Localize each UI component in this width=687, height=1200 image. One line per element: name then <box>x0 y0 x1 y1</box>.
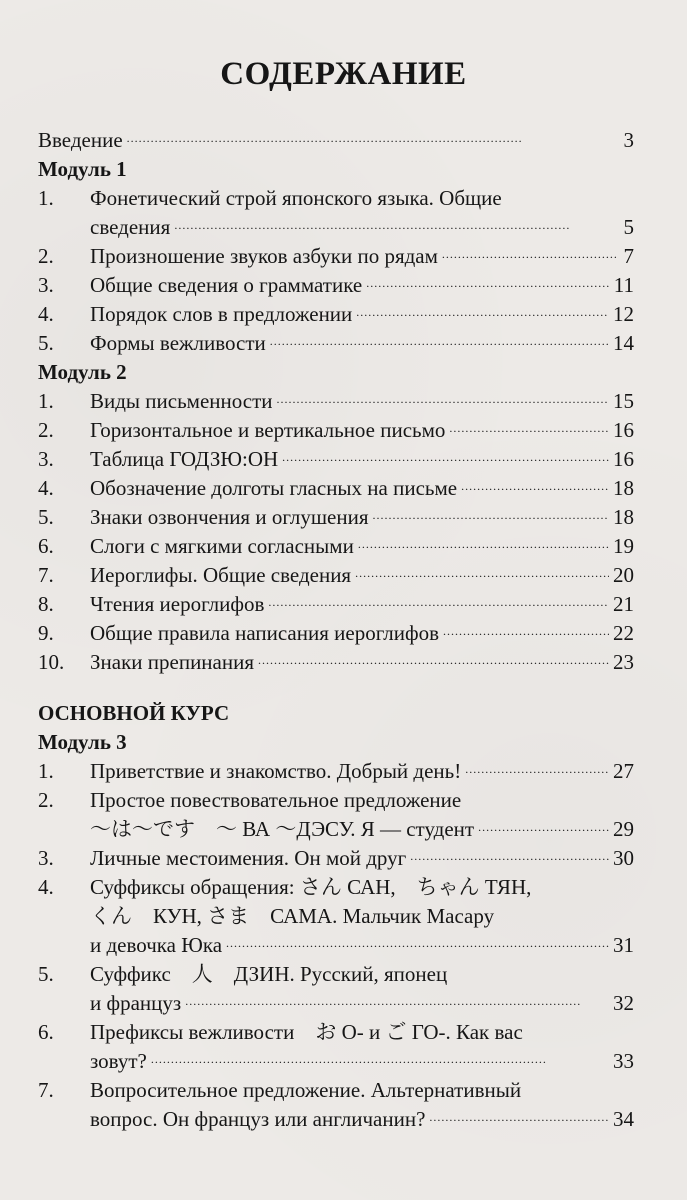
toc-entry-title: Слоги с мягкими согласными <box>90 534 354 558</box>
toc-entry <box>38 873 634 960</box>
dot-leader <box>478 822 609 844</box>
toc-page-number: 18 <box>613 505 634 529</box>
toc-page-number: 18 <box>613 476 634 500</box>
toc-entry-number: 6. <box>38 1020 54 1044</box>
toc-entry-title: Порядок слов в предложении <box>90 302 353 326</box>
toc-entry <box>38 271 634 300</box>
dot-leader <box>185 996 609 1018</box>
toc-entry-title: ～は～です ～ ВА ～ДЭСУ. Я — студент <box>90 817 475 841</box>
toc-page-number: 11 <box>613 273 634 297</box>
toc-entry <box>38 844 634 873</box>
toc-entry-number: 4. <box>38 302 54 326</box>
toc-entry-title: сведения <box>90 215 171 239</box>
dot-leader <box>443 626 609 648</box>
dot-leader <box>410 851 609 873</box>
toc-entry-number: 5. <box>38 505 54 529</box>
toc-entry-title: Простое повествовательное предложение <box>90 788 462 812</box>
dot-leader <box>461 481 609 503</box>
toc-entry <box>38 329 634 358</box>
toc-entry-title: зовут? <box>90 1049 147 1073</box>
toc-page-number: 16 <box>613 447 634 471</box>
dot-leader <box>282 452 609 474</box>
toc-page-number: 5 <box>623 215 634 239</box>
toc-entry-title: くん КУН, さま САМА. Мальчик Масару <box>90 904 495 928</box>
toc-entry-number: 5. <box>38 962 54 986</box>
toc-entry <box>38 1018 634 1076</box>
dot-leader <box>429 1112 609 1134</box>
toc-entry <box>38 387 634 416</box>
toc-entry-number: 1. <box>38 759 54 783</box>
toc-entry-number: 5. <box>38 331 54 355</box>
toc-entry-number: 8. <box>38 592 54 616</box>
toc-page-number: 16 <box>613 418 634 442</box>
module-3-list <box>38 757 634 1134</box>
toc-entry-number: 1. <box>38 186 54 210</box>
toc-entry-title: Знаки озвончения и оглушения <box>90 505 369 529</box>
module-1-list <box>38 184 634 358</box>
toc-page-number: 33 <box>613 1049 634 1073</box>
toc-entry-title: и француз <box>90 991 182 1015</box>
toc-entry-number: 3. <box>38 447 54 471</box>
module-2-list <box>38 387 634 677</box>
page-title: СОДЕРЖАНИЕ <box>220 56 467 92</box>
toc-entry-title: Общие правила написания иероглифов <box>90 621 439 645</box>
toc-entry-number: 4. <box>38 476 54 500</box>
toc-entry-title: Префиксы вежливости お О- и ご ГО-. Как вас <box>90 1020 523 1044</box>
toc-entry-number: 9. <box>38 621 54 645</box>
toc-entry-title: Введение <box>38 128 123 152</box>
toc-page-number: 32 <box>613 991 634 1015</box>
toc-entry-number: 2. <box>38 788 54 812</box>
toc-entry-number: 10. <box>38 650 65 674</box>
dot-leader <box>358 539 609 561</box>
dot-leader <box>151 1054 609 1076</box>
dot-leader <box>442 249 616 271</box>
dot-leader <box>258 655 609 677</box>
toc-entry <box>38 184 634 242</box>
toc-entry-number: 3. <box>38 273 54 297</box>
dot-leader <box>174 220 616 242</box>
toc-page-number: 14 <box>613 331 634 355</box>
dot-leader <box>465 764 609 786</box>
toc-entry-number: 3. <box>38 846 54 870</box>
toc-entry <box>38 590 634 619</box>
toc-entry <box>38 503 634 532</box>
toc-entry <box>38 786 634 844</box>
toc-entry <box>38 561 634 590</box>
toc-entry-number: 2. <box>38 418 54 442</box>
toc-entry <box>38 648 634 677</box>
dot-leader <box>449 423 609 445</box>
toc-page-number: 15 <box>613 389 634 413</box>
toc-page-number: 3 <box>623 128 634 152</box>
module-2-heading: Модуль 2 <box>38 360 127 384</box>
module-1-heading: Модуль 1 <box>38 157 127 181</box>
toc-page-number: 30 <box>613 846 634 870</box>
toc-entry-title: Знаки препинания <box>90 650 255 674</box>
toc-page-number: 21 <box>613 592 634 616</box>
toc-entry-title: Фонетический строй японского языка. Общие <box>90 186 502 210</box>
toc-entry-title: Обозначение долготы гласных на письме <box>90 476 458 500</box>
toc-entry-title: Суффикс 人 ДЗИН. Русский, японец <box>90 962 448 986</box>
toc-page-number: 34 <box>613 1107 634 1131</box>
toc-entry <box>38 1076 634 1134</box>
main-course-heading: ОСНОВНОЙ КУРС <box>38 701 230 725</box>
dot-leader <box>277 394 609 416</box>
toc-page-number: 12 <box>613 302 634 326</box>
toc-entry-intro <box>38 126 634 155</box>
toc-entry-title: Общие сведения о грамматике <box>90 273 363 297</box>
toc-entry-title: Вопросительное предложение. Альтернативный <box>90 1078 522 1102</box>
toc-entry-number: 2. <box>38 244 54 268</box>
toc-entry-title: Горизонтальное и вертикальное письмо <box>90 418 446 442</box>
dot-leader <box>268 597 609 619</box>
toc-entry-number: 7. <box>38 1078 54 1102</box>
dot-leader <box>226 938 609 960</box>
toc-entry-title: Суффиксы обращения: さん САН, ちゃん ТЯН, <box>90 875 532 899</box>
toc-entry-title: Таблица ГОДЗЮ:ОН <box>90 447 279 471</box>
toc-page-number: 20 <box>613 563 634 587</box>
toc-entry <box>38 445 634 474</box>
toc-entry <box>38 242 634 271</box>
dot-leader <box>355 568 609 590</box>
dot-leader <box>373 510 610 532</box>
toc-entry-title: вопрос. Он француз или англичанин? <box>90 1107 426 1131</box>
toc-entry-number: 4. <box>38 875 54 899</box>
dot-leader <box>356 307 609 329</box>
dot-leader <box>270 336 609 358</box>
toc-page-number: 31 <box>613 933 634 957</box>
toc-entry-number: 7. <box>38 563 54 587</box>
toc-entry-number: 6. <box>38 534 54 558</box>
toc-entry <box>38 416 634 445</box>
toc-entry-title: Иероглифы. Общие сведения <box>90 563 352 587</box>
toc-page-number: 7 <box>623 244 634 268</box>
toc-entry-title: Приветствие и знакомство. Добрый день! <box>90 759 462 783</box>
toc-page-number: 22 <box>613 621 634 645</box>
toc-entry-title: Произношение звуков азбуки по рядам <box>90 244 438 268</box>
toc-entry <box>38 300 634 329</box>
toc-entry <box>38 960 634 1018</box>
toc-entry <box>38 757 634 786</box>
toc-page-number: 29 <box>613 817 634 841</box>
dot-leader <box>366 278 610 300</box>
module-3-heading: Модуль 3 <box>38 730 127 754</box>
toc-page-number: 19 <box>613 534 634 558</box>
toc-entry-title: Личные местоимения. Он мой друг <box>90 846 407 870</box>
toc-entry <box>38 619 634 648</box>
toc-entry-title: Формы вежливости <box>90 331 266 355</box>
toc-entry <box>38 474 634 503</box>
table-of-contents <box>38 126 634 1134</box>
toc-entry-title: и девочка Юка <box>90 933 223 957</box>
toc-entry-title: Чтения иероглифов <box>90 592 265 616</box>
dot-leader <box>127 133 616 155</box>
toc-entry-number: 1. <box>38 389 54 413</box>
toc-page-number: 23 <box>613 650 634 674</box>
toc-entry-title: Виды письменности <box>90 389 273 413</box>
toc-entry <box>38 532 634 561</box>
toc-page-number: 27 <box>613 759 634 783</box>
